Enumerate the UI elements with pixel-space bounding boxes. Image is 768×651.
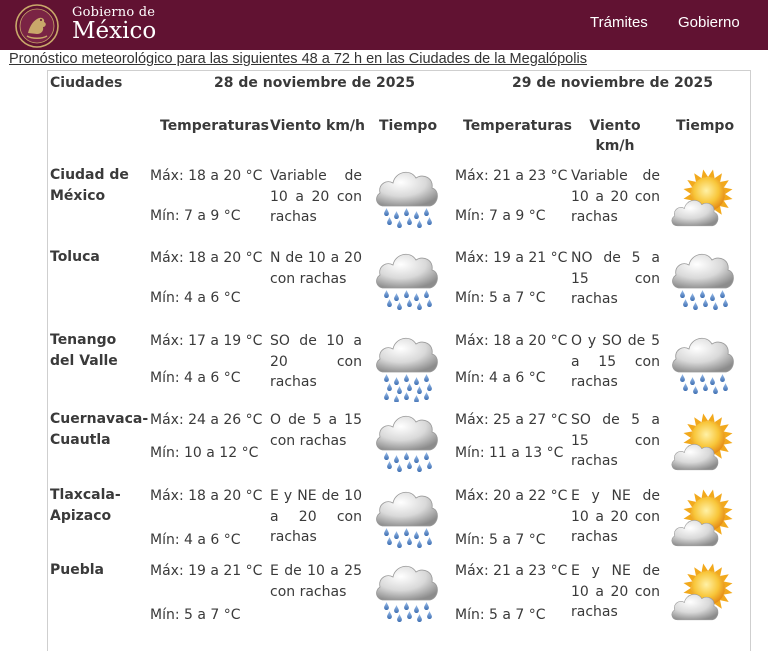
day1-max-temp: Máx: 17 a 19 °C: [150, 333, 263, 349]
day2-date: 29 de noviembre de 2025: [512, 75, 713, 91]
day1-wind-header: Viento km/h: [270, 118, 366, 134]
logo-line2: México: [72, 18, 157, 44]
sun-cloud-icon: [670, 558, 736, 630]
day1-temp-header: Temperaturas: [160, 118, 269, 134]
rain-cloud-icon: [374, 246, 440, 318]
day1-max-temp: Máx: 18 a 20 °C: [150, 250, 263, 266]
day2-wind: O y SO de 5 a 15 con rachas: [571, 333, 660, 390]
day1-min-temp: Mín: 10 a 12 °C: [150, 445, 259, 461]
day2-max-temp: Máx: 19 a 21 °C: [455, 250, 568, 266]
day1-max-temp: Máx: 24 a 26 °C: [150, 412, 263, 428]
day2-temp-header: Temperaturas: [463, 118, 572, 134]
day1-min-temp: Mín: 4 a 6 °C: [150, 532, 241, 548]
day2-min-temp: Mín: 5 a 7 °C: [455, 290, 546, 306]
day2-wind: NO de 5 a 15 con rachas: [571, 250, 660, 307]
day1-wind: E y NE de 10 a 20 con rachas: [270, 488, 362, 545]
nav-gobierno[interactable]: Gobierno: [678, 14, 740, 31]
day2-wind-header: Viento km/h: [589, 118, 641, 154]
day1-min-temp: Mín: 7 a 9 °C: [150, 208, 241, 224]
heavy-rain-cloud-icon: [374, 330, 440, 402]
rain-cloud-icon: [374, 558, 440, 630]
rain-cloud-icon: [374, 164, 440, 236]
day1-min-temp: Mín: 5 a 7 °C: [150, 607, 241, 623]
day1-weather-header: Tiempo: [379, 118, 438, 134]
city-name: Tlaxcala-Apizaco: [50, 487, 121, 524]
day1-wind: N de 10 a 20 con rachas: [270, 250, 362, 287]
city-name: Puebla: [50, 562, 104, 578]
nav-tramites[interactable]: Trámites: [590, 14, 648, 31]
rain-cloud-icon: [374, 484, 440, 556]
day2-min-temp: Mín: 11 a 13 °C: [455, 445, 564, 461]
sun-cloud-icon: [670, 484, 736, 556]
day2-wind: E y NE de 10 a 20 con rachas: [571, 563, 660, 620]
day2-max-temp: Máx: 25 a 27 °C: [455, 412, 568, 428]
day1-wind: SO de 10 a 20 con rachas: [270, 333, 362, 390]
day2-wind: Variable de 10 a 20 con rachas: [571, 168, 660, 225]
day2-max-temp: Máx: 21 a 23 °C: [455, 563, 568, 579]
day1-wind: Variable de 10 a 20 con rachas: [270, 168, 362, 225]
day1-max-temp: Máx: 18 a 20 °C: [150, 168, 263, 184]
day1-date: 28 de noviembre de 2025: [214, 75, 415, 91]
rain-cloud-icon: [374, 408, 440, 480]
day2-min-temp: Mín: 7 a 9 °C: [455, 208, 546, 224]
day2-weather-header: Tiempo: [676, 118, 735, 134]
coat-of-arms-logo[interactable]: [14, 3, 60, 49]
rain-cloud-icon: [670, 330, 736, 402]
sun-cloud-icon: [670, 164, 736, 236]
day2-min-temp: Mín: 5 a 7 °C: [455, 532, 546, 548]
city-name: Toluca: [50, 249, 100, 265]
col-header-cities: Ciudades: [50, 75, 123, 91]
day1-wind: O de 5 a 15 con rachas: [270, 412, 362, 449]
day2-max-temp: Máx: 20 a 22 °C: [455, 488, 568, 504]
city-name: Ciudad de México: [50, 167, 129, 204]
day1-max-temp: Máx: 18 a 20 °C: [150, 488, 263, 504]
day1-min-temp: Mín: 4 a 6 °C: [150, 370, 241, 386]
day2-max-temp: Máx: 21 a 23 °C: [455, 168, 568, 184]
page-title-link[interactable]: Pronóstico meteorológico para las siguientes 48 a 72 h en las Ciudades de la Megalópolis: [9, 51, 587, 67]
day2-wind: SO de 5 a 15 con rachas: [571, 412, 660, 469]
day1-min-temp: Mín: 4 a 6 °C: [150, 290, 241, 306]
day2-max-temp: Máx: 18 a 20 °C: [455, 333, 568, 349]
rain-cloud-icon: [670, 246, 736, 318]
city-name: Cuernavaca-Cuautla: [50, 411, 149, 448]
day2-min-temp: Mín: 5 a 7 °C: [455, 607, 546, 623]
logo-line1: Gobierno de: [72, 5, 156, 20]
day2-wind: E y NE de 10 a 20 con rachas: [571, 488, 660, 545]
day1-max-temp: Máx: 19 a 21 °C: [150, 563, 263, 579]
gobierno-de-mexico-wordmark[interactable]: [72, 6, 156, 43]
site-header: [0, 0, 768, 50]
city-name: Tenango del Valle: [50, 332, 118, 369]
sun-cloud-icon: [670, 408, 736, 480]
day1-wind: E de 10 a 25 con rachas: [270, 563, 362, 600]
day2-min-temp: Mín: 4 a 6 °C: [455, 370, 546, 386]
